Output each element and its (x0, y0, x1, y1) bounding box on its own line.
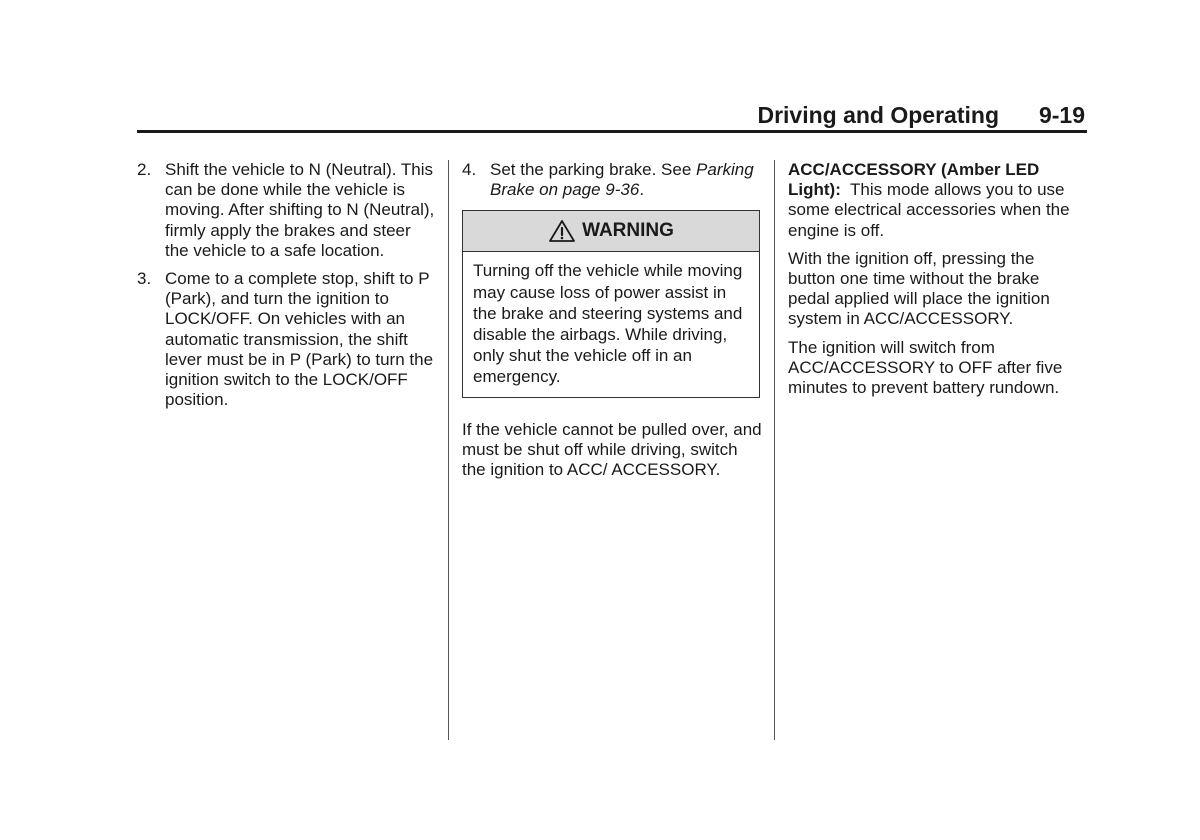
step-item (462, 160, 762, 200)
page-header (137, 100, 1087, 133)
step-item (137, 269, 437, 410)
warning-header (463, 211, 759, 252)
page-reference-link[interactable]: Parking Brake on page 9-36 (490, 160, 754, 200)
step-item (137, 160, 437, 261)
section-title: Driving and Operating (757, 102, 999, 128)
body-paragraph: If the vehicle cannot be pulled over, and must be shut off while driving, switch the ignition to ACC/ ACCESSORY. (462, 419, 762, 480)
step-reference-suffix: . (639, 180, 645, 200)
column-middle (462, 160, 762, 488)
step-number: 2. (137, 160, 152, 179)
body-paragraph: With the ignition off, pressing the button one time without the brake pedal applied will place the ignition system in ACC/ACCESSORY. (788, 248, 1050, 329)
mode-heading-text: This mode allows you to use some electrical accessories when the engine is off. (788, 180, 1070, 240)
step-number: 3. (137, 269, 152, 289)
column-divider-left (448, 160, 449, 740)
mode-description (788, 160, 1078, 241)
step-text: Set the parking brake. See (490, 160, 692, 179)
warning-text: Turning off the vehicle while moving may cause loss of power assist in the brake and steering systems and disable the airbags. While driving, only shut the vehicle off in an emergency. (473, 261, 743, 387)
step-text: Come to a complete stop, shift to P (Park), and turn the ignition to LOCK/OFF. On vehicles with an automatic transmission, the shift lever must be in P (Park) to turn the ignition switch to the LOCK/OFF position. (165, 269, 434, 410)
body-paragraph: The ignition will switch from ACC/ACCESSORY to OFF after five minutes to prevent battery rundown. (788, 337, 1063, 398)
mode-heading: ACC/ACCESSORY (Amber LED Light): (788, 160, 1040, 200)
column-left (137, 160, 437, 418)
step-number: 4. (462, 160, 477, 179)
warning-triangle-icon (548, 219, 576, 243)
page-number: 9-19 (1038, 102, 1085, 128)
column-right (788, 160, 1078, 406)
warning-label: WARNING (582, 220, 674, 242)
step-text: Shift the vehicle to N (Neutral). This can be done while the vehicle is moving. After shifting to N (Neutral), firmly apply the brakes and steer the vehicle to a safe location. (165, 160, 435, 260)
column-divider-right (774, 160, 775, 740)
warning-box (462, 210, 760, 397)
